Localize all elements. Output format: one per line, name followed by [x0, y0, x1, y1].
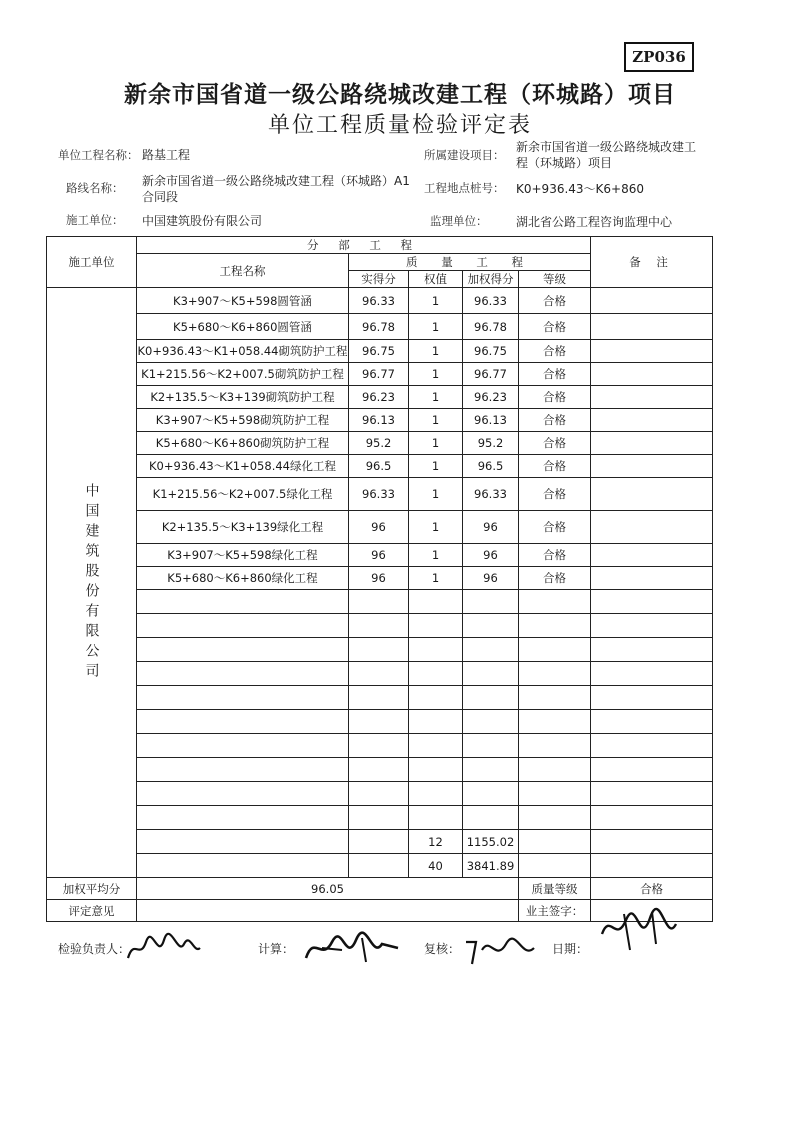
- blank-cell: [349, 806, 409, 830]
- blank-cell: [137, 806, 349, 830]
- row-name: K3+907～K5+598砌筑防护工程: [137, 409, 349, 432]
- blank-cell: [591, 710, 713, 734]
- blank-cell: [349, 590, 409, 614]
- header-weight: 权值: [409, 271, 463, 288]
- total-weighted: 3841.89: [463, 854, 519, 878]
- row-score: 96.23: [349, 386, 409, 409]
- quality-table: [46, 236, 713, 922]
- row-score: 96.33: [349, 288, 409, 314]
- row-remark: [591, 409, 713, 432]
- table-row: [47, 638, 713, 662]
- blank-cell: [463, 782, 519, 806]
- blank-cell: [519, 590, 591, 614]
- header-subproject: 分 部 工 程: [137, 237, 591, 254]
- blank-cell: [137, 662, 349, 686]
- table-row: [47, 662, 713, 686]
- blank-cell: [463, 638, 519, 662]
- row-weighted: 96.33: [463, 288, 519, 314]
- avg-value: 96.05: [137, 878, 519, 900]
- blank-cell: [519, 854, 591, 878]
- row-remark: [591, 455, 713, 478]
- row-score: 96.33: [349, 478, 409, 511]
- document-subtitle: 单位工程质量检验评定表: [267, 113, 532, 138]
- blank-cell: [591, 638, 713, 662]
- total-weighted: 1155.02: [463, 830, 519, 854]
- row-grade: 合格: [519, 544, 591, 567]
- blank-cell: [519, 710, 591, 734]
- table-row: [47, 544, 713, 567]
- row-weighted: 96: [463, 544, 519, 567]
- row-weight: 1: [409, 340, 463, 363]
- blank-cell: [349, 638, 409, 662]
- table-row: [47, 758, 713, 782]
- location-value: K0+936.43～K6+860: [516, 182, 645, 196]
- row-weight: 1: [409, 314, 463, 340]
- row-name: K1+215.56～K2+007.5绿化工程: [137, 478, 349, 511]
- row-remark: [591, 288, 713, 314]
- table-row: [47, 432, 713, 455]
- row-score: 96: [349, 567, 409, 590]
- blank-cell: [137, 638, 349, 662]
- blank-cell: [349, 854, 409, 878]
- opinion-value: [137, 900, 519, 922]
- row-grade: 合格: [519, 314, 591, 340]
- row-weighted: 96.5: [463, 455, 519, 478]
- grade-value: 合格: [591, 878, 713, 900]
- blank-cell: [463, 614, 519, 638]
- table-row: [47, 567, 713, 590]
- row-grade: 合格: [519, 340, 591, 363]
- blank-cell: [137, 854, 349, 878]
- blank-cell: [519, 806, 591, 830]
- row-weighted: 96.77: [463, 363, 519, 386]
- builder-name: 中国建筑股份有限公司: [47, 288, 137, 878]
- blank-cell: [137, 782, 349, 806]
- blank-cell: [349, 782, 409, 806]
- supervisor-label: 监理单位：: [430, 214, 488, 228]
- row-grade: 合格: [519, 432, 591, 455]
- row-remark: [591, 340, 713, 363]
- row-score: 95.2: [349, 432, 409, 455]
- blank-cell: [591, 830, 713, 854]
- row-score: 96.5: [349, 455, 409, 478]
- blank-cell: [349, 662, 409, 686]
- row-grade: 合格: [519, 409, 591, 432]
- blank-cell: [349, 830, 409, 854]
- table-row: [47, 734, 713, 758]
- blank-cell: [591, 782, 713, 806]
- table-row: [47, 314, 713, 340]
- row-name: K3+907～K5+598圆管涵: [137, 288, 349, 314]
- row-score: 96: [349, 511, 409, 544]
- row-grade: 合格: [519, 386, 591, 409]
- inspector-label: 检验负责人：: [58, 942, 131, 956]
- row-score: 96.75: [349, 340, 409, 363]
- blank-cell: [463, 662, 519, 686]
- blank-cell: [463, 758, 519, 782]
- header-remark: 备 注: [591, 237, 713, 288]
- blank-cell: [591, 854, 713, 878]
- header-score: 实得分: [349, 271, 409, 288]
- row-name: K3+907～K5+598绿化工程: [137, 544, 349, 567]
- row-weight: 1: [409, 409, 463, 432]
- row-grade: 合格: [519, 567, 591, 590]
- owner-sign-label: 业主签字：: [519, 900, 591, 922]
- blank-cell: [463, 806, 519, 830]
- blank-cell: [519, 614, 591, 638]
- opinion-label: 评定意见: [47, 900, 137, 922]
- row-remark: [591, 478, 713, 511]
- row-grade: 合格: [519, 455, 591, 478]
- contractor-value: 中国建筑股份有限公司: [142, 214, 263, 228]
- total-weight: 40: [409, 854, 463, 878]
- row-name: K2+135.5～K3+139绿化工程: [137, 511, 349, 544]
- blank-cell: [137, 758, 349, 782]
- blank-cell: [349, 614, 409, 638]
- row-weight: 1: [409, 288, 463, 314]
- row-weighted: 96.13: [463, 409, 519, 432]
- review-signature: [462, 930, 542, 970]
- blank-cell: [137, 734, 349, 758]
- blank-cell: [591, 806, 713, 830]
- row-remark: [591, 567, 713, 590]
- blank-cell: [137, 614, 349, 638]
- supervisor-value: 湖北省公路工程咨询监理中心: [516, 215, 673, 229]
- blank-cell: [137, 686, 349, 710]
- table-row: [47, 830, 713, 854]
- row-weighted: 96: [463, 511, 519, 544]
- row-weight: 1: [409, 544, 463, 567]
- row-grade: 合格: [519, 363, 591, 386]
- row-name: K5+680～K6+860砌筑防护工程: [137, 432, 349, 455]
- blank-cell: [349, 758, 409, 782]
- row-score: 96.78: [349, 314, 409, 340]
- table-row: [47, 409, 713, 432]
- row-weight: 1: [409, 478, 463, 511]
- table-row: [47, 590, 713, 614]
- calc-signature: [302, 928, 402, 972]
- table-row: [47, 363, 713, 386]
- row-name: K1+215.56～K2+007.5砌筑防护工程: [137, 363, 349, 386]
- blank-cell: [409, 662, 463, 686]
- table-row: [47, 288, 713, 314]
- row-weight: 1: [409, 386, 463, 409]
- table-row: [47, 686, 713, 710]
- row-name: K5+680～K6+860圆管涵: [137, 314, 349, 340]
- row-name: K5+680～K6+860绿化工程: [137, 567, 349, 590]
- parent-project-label: 所属建设项目：: [424, 148, 505, 162]
- row-weighted: 96: [463, 567, 519, 590]
- blank-cell: [137, 710, 349, 734]
- avg-label: 加权平均分: [47, 878, 137, 900]
- blank-cell: [409, 806, 463, 830]
- blank-cell: [409, 758, 463, 782]
- table-row: [47, 782, 713, 806]
- row-weighted: 96.78: [463, 314, 519, 340]
- row-score: 96.77: [349, 363, 409, 386]
- unit-project-label: 单位工程名称：: [58, 148, 139, 162]
- header-name: 工程名称: [137, 254, 349, 288]
- row-weighted: 96.23: [463, 386, 519, 409]
- table-row: [47, 340, 713, 363]
- blank-cell: [519, 830, 591, 854]
- blank-cell: [519, 662, 591, 686]
- row-weighted: 96.75: [463, 340, 519, 363]
- table-row: [47, 455, 713, 478]
- table-row: [47, 478, 713, 511]
- header-grade: 等级: [519, 271, 591, 288]
- row-remark: [591, 544, 713, 567]
- table-row: [47, 710, 713, 734]
- blank-cell: [591, 758, 713, 782]
- unit-project-value: 路基工程: [142, 148, 191, 162]
- row-remark: [591, 314, 713, 340]
- blank-cell: [137, 830, 349, 854]
- blank-cell: [463, 710, 519, 734]
- row-score: 96.13: [349, 409, 409, 432]
- calc-label: 计算：: [258, 942, 295, 956]
- blank-cell: [519, 758, 591, 782]
- total-weight: 12: [409, 830, 463, 854]
- parent-project-value-2: 程（环城路）项目: [516, 156, 613, 170]
- blank-cell: [409, 782, 463, 806]
- blank-cell: [591, 614, 713, 638]
- row-name: K2+135.5～K3+139砌筑防护工程: [137, 386, 349, 409]
- location-label: 工程地点桩号：: [424, 181, 505, 195]
- review-label: 复核：: [424, 942, 461, 956]
- blank-cell: [591, 734, 713, 758]
- blank-cell: [349, 734, 409, 758]
- row-weighted: 96.33: [463, 478, 519, 511]
- row-weight: 1: [409, 363, 463, 386]
- blank-cell: [409, 614, 463, 638]
- blank-cell: [409, 734, 463, 758]
- row-score: 96: [349, 544, 409, 567]
- header-builder: 施工单位: [47, 237, 137, 288]
- section-value-1: 新余市国省道一级公路绕城改建工程（环城路）A1: [142, 174, 410, 188]
- row-weighted: 95.2: [463, 432, 519, 455]
- header-weighted: 加权得分: [463, 271, 519, 288]
- row-remark: [591, 511, 713, 544]
- section-label: 路线名称：: [66, 181, 124, 195]
- blank-cell: [463, 590, 519, 614]
- blank-cell: [409, 686, 463, 710]
- table-row: [47, 511, 713, 544]
- blank-cell: [463, 734, 519, 758]
- row-weight: 1: [409, 455, 463, 478]
- blank-cell: [409, 710, 463, 734]
- blank-cell: [463, 686, 519, 710]
- blank-cell: [591, 662, 713, 686]
- parent-project-value-1: 新余市国省道一级公路绕城改建工: [516, 140, 697, 154]
- row-grade: 合格: [519, 478, 591, 511]
- blank-cell: [409, 590, 463, 614]
- document-code: ZP036: [624, 42, 694, 72]
- inspector-signature: [124, 930, 204, 970]
- blank-cell: [519, 638, 591, 662]
- blank-cell: [349, 710, 409, 734]
- row-grade: 合格: [519, 288, 591, 314]
- blank-cell: [591, 590, 713, 614]
- row-remark: [591, 363, 713, 386]
- contractor-label: 施工单位：: [66, 213, 124, 227]
- table-row: [47, 854, 713, 878]
- row-grade: 合格: [519, 511, 591, 544]
- document-title: 新余市国省道一级公路绕城改建工程（环城路）项目: [124, 82, 676, 108]
- row-name: K0+936.43～K1+058.44绿化工程: [137, 455, 349, 478]
- table-row: [47, 614, 713, 638]
- row-weight: 1: [409, 567, 463, 590]
- blank-cell: [519, 686, 591, 710]
- row-weight: 1: [409, 432, 463, 455]
- blank-cell: [349, 686, 409, 710]
- blank-cell: [519, 782, 591, 806]
- grade-label: 质量等级: [519, 878, 591, 900]
- row-weight: 1: [409, 511, 463, 544]
- section-value-2: 合同段: [142, 190, 179, 204]
- date-label: 日期：: [552, 942, 589, 956]
- table-row: [47, 386, 713, 409]
- blank-cell: [409, 638, 463, 662]
- row-remark: [591, 432, 713, 455]
- owner-signature: [596, 904, 680, 958]
- blank-cell: [591, 686, 713, 710]
- table-row: [47, 806, 713, 830]
- row-name: K0+936.43～K1+058.44砌筑防护工程: [137, 340, 349, 363]
- blank-cell: [519, 734, 591, 758]
- row-remark: [591, 386, 713, 409]
- header-quality: 质 量 工 程: [349, 254, 591, 271]
- blank-cell: [137, 590, 349, 614]
